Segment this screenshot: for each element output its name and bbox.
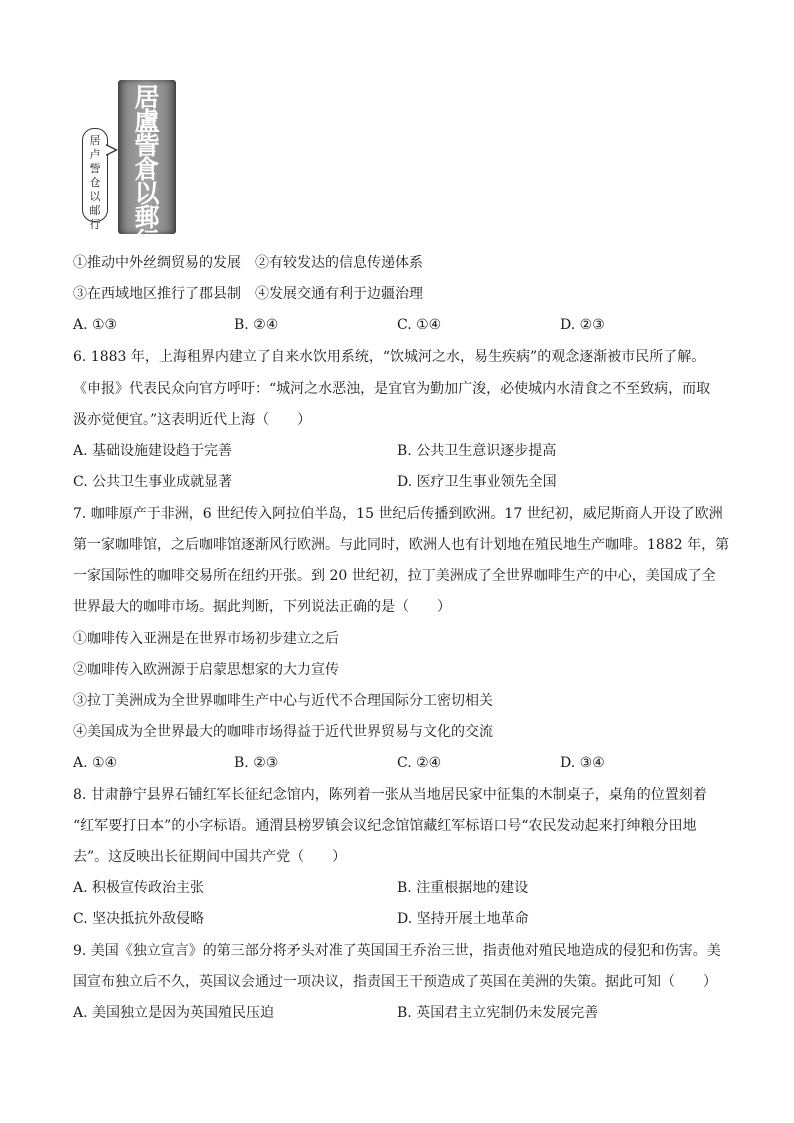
- q7-option-b[interactable]: B. ②③: [234, 755, 279, 771]
- q7-statement: ③拉丁美洲成为全世界咖啡生产中心与近代不合理国际分工密切相关: [73, 693, 493, 709]
- slip-char: 居: [134, 83, 160, 112]
- slip-char: 以: [134, 179, 160, 208]
- q8-option-a[interactable]: A. 积极宣传政治主张: [73, 880, 205, 896]
- slip-char: 訾: [134, 131, 160, 160]
- q9-option-b[interactable]: B. 英国君主立宪制仍未发展完善: [397, 1005, 599, 1021]
- q6-option-a[interactable]: A. 基础设施建设趋于完善: [73, 443, 233, 459]
- q6-stem-line: 汲亦觉便宜。”这表明近代上海（ ）: [73, 412, 312, 428]
- q6-option-d[interactable]: D. 医疗卫生事业领先全国: [397, 474, 557, 490]
- q8-stem-line: “红军要打日本”的小字标语。通渭县榜罗镇会议纪念馆馆藏红军标语口号“农民发动起来打绅粮分田地: [73, 818, 697, 834]
- slip-char: 行: [134, 227, 160, 256]
- callout-char: 卢: [89, 148, 101, 161]
- q7-option-a[interactable]: A. ①④: [73, 755, 118, 771]
- callout-char: 以: [89, 190, 101, 203]
- q9-option-a[interactable]: A. 美国独立是因为英国殖民压迫: [73, 1005, 275, 1021]
- slip-char: 盧: [134, 107, 160, 136]
- callout-char: 訾: [89, 162, 101, 175]
- q9-stem-line: 国宣布独立后不久，英国议会通过一项决议，指责国王干预造成了英国在美洲的失策。据此可知（ ）: [73, 974, 717, 990]
- q7-option-d[interactable]: D. ③④: [560, 755, 605, 771]
- q5-option-d[interactable]: D. ②③: [560, 317, 605, 333]
- slip-char: 倉: [134, 155, 160, 184]
- q7-stem-line: 世界最大的咖啡市场。据此判断，下列说法正确的是（ ）: [73, 599, 451, 615]
- q6-stem-line: 6. 1883 年，上海租界内建立了自来水饮用系统，“饮城河之水，易生疾病”的观念逐渐被市民所了解。: [73, 349, 706, 365]
- q7-statement: ①咖啡传入亚洲是在世界市场初步建立之后: [73, 631, 339, 647]
- slip-char: 郵: [134, 203, 160, 232]
- q6-option-b[interactable]: B. 公共卫生意识逐步提高: [397, 443, 557, 459]
- q7-statement: ④美国成为全世界最大的咖啡市场得益于近代世界贸易与文化的交流: [73, 724, 493, 740]
- callout-char: 居: [89, 134, 101, 147]
- q7-option-c[interactable]: C. ②④: [397, 755, 442, 771]
- q7-stem-line: 7. 咖啡原产于非洲，6 世纪传入阿拉伯半岛，15 世纪后传播到欧洲。17 世纪初，威尼斯商人开设了欧洲: [73, 506, 723, 522]
- q6-option-c[interactable]: C. 公共卫生事业成就显著: [73, 474, 233, 490]
- callout-label: [82, 128, 108, 231]
- q6-stem-line: 《申报》代表民众向官方呼吁：“城河之水恶浊，是宜官为勤加广浚，必使城内水清食之不至致病，而取: [73, 381, 711, 397]
- callout-char: 行: [89, 218, 101, 231]
- wooden-slip: [118, 80, 176, 256]
- q5-statement-line: ①推动中外丝绸贸易的发展 ②有较发达的信息传递体系: [73, 255, 423, 271]
- q5-statement-line: ③在西域地区推行了郡县制 ④发展交通有利于边疆治理: [73, 286, 423, 302]
- q7-stem-line: 一家国际性的咖啡交易所在纽约开张。到 20 世纪初，拉丁美洲成了全世界咖啡生产的中心，美国成了全: [73, 568, 716, 584]
- q9-stem-line: 9. 美国《独立宣言》的第三部分将矛头对准了英国国王乔治三世，指责他对殖民地造成的侵犯和伤害。美: [73, 943, 721, 959]
- q8-stem-line: 8. 甘肃静宁县界石铺红军长征纪念馆内，陈列着一张从当地居民家中征集的木制桌子，桌角的位置刻着: [73, 787, 707, 803]
- q5-option-a[interactable]: A. ①③: [73, 317, 118, 333]
- q5-option-b[interactable]: B. ②④: [234, 317, 279, 333]
- callout-char: 仓: [89, 176, 101, 189]
- q5-option-c[interactable]: C. ①④: [397, 317, 442, 333]
- q7-statement: ②咖啡传入欧洲源于启蒙思想家的大力宣传: [73, 662, 339, 678]
- wooden-slip-figure: [80, 78, 190, 256]
- q8-option-d[interactable]: D. 坚持开展土地革命: [397, 911, 529, 927]
- q8-option-c[interactable]: C. 坚决抵抗外敌侵略: [73, 911, 205, 927]
- q7-stem-line: 第一家咖啡馆，之后咖啡馆逐渐风行欧洲。与此同时，欧洲人也有计划地在殖民地生产咖啡。1882 年，第: [73, 537, 730, 553]
- callout-char: 邮: [89, 204, 101, 217]
- q8-stem-line: 去”。这反映出长征期间中国共产党（ ）: [73, 849, 347, 865]
- q8-option-b[interactable]: B. 注重根据地的建设: [397, 880, 529, 896]
